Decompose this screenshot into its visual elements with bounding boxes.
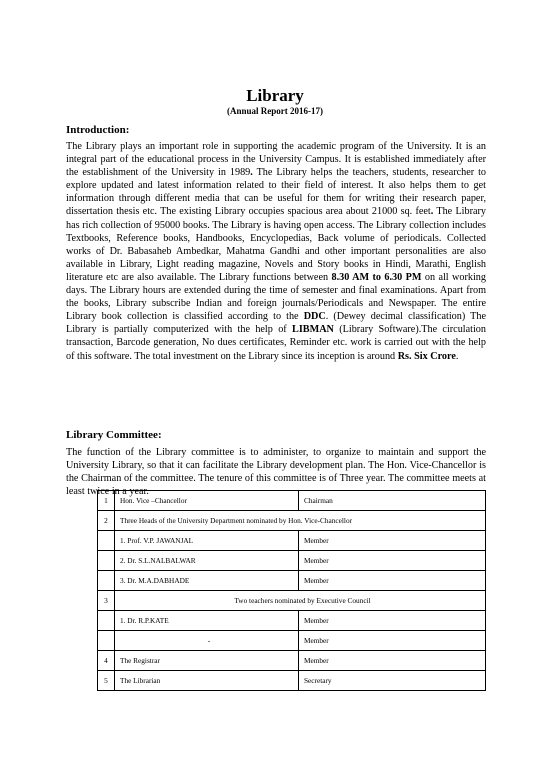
page-subtitle: (Annual Report 2016-17) — [227, 106, 323, 116]
introduction-heading: Introduction: — [66, 124, 130, 136]
row-number — [98, 631, 115, 651]
row-number: 3 — [98, 591, 115, 611]
intro-text-4: on all working days. The Library hours are extended during the time of semester and final examinations. Apart from the books, Library subscribe Indian and foreign journals/Periodicals and Newspaper. The entire Library book collection is classified according to the — [66, 271, 486, 323]
table-row — [98, 631, 486, 651]
table-row — [98, 671, 486, 691]
member-role: Member — [299, 571, 486, 591]
library-hours: 8.30 AM to 6.30 PM — [331, 271, 422, 283]
row-number — [98, 551, 115, 571]
member-name: 1. Dr. R.P.KATE — [115, 611, 299, 631]
section-label: Two teachers nominated by Executive Council — [115, 591, 486, 611]
member-name: 1. Prof. V.P. JAWANJAL — [115, 531, 299, 551]
row-number: 1 — [98, 491, 115, 511]
row-number — [98, 611, 115, 631]
member-name: The Librarian — [115, 671, 299, 691]
intro-text-1: The Library plays an important role in supporting the academic program of the University. It is an integral part of the educational process in the University Campus. It is established immediately after the establishment of the University in 1989 — [66, 141, 486, 179]
row-number — [98, 531, 115, 551]
table-row — [98, 611, 486, 631]
row-number: 4 — [98, 651, 115, 671]
member-role: Member — [299, 551, 486, 571]
table-row — [98, 651, 486, 671]
member-role: Secretary — [299, 671, 486, 691]
row-number — [98, 571, 115, 591]
table-row — [98, 531, 486, 551]
member-name: 2. Dr. S.L.NALBALWAR — [115, 551, 299, 571]
table-row — [98, 511, 486, 531]
committee-heading: Library Committee: — [66, 429, 162, 441]
member-role: Member — [299, 651, 486, 671]
table-row — [98, 571, 486, 591]
intro-text-5: . (Dewey decimal classification) The Library is partially computerized with the help of — [66, 311, 486, 336]
member-role: Member — [299, 631, 486, 651]
member-role: Member — [299, 531, 486, 551]
investment-amount: Rs. Six Crore — [397, 350, 456, 362]
table-row — [98, 551, 486, 571]
row-number: 5 — [98, 671, 115, 691]
member-name: 3. Dr. M.A.DABHADE — [115, 571, 299, 591]
intro-text-7: . — [455, 350, 459, 362]
ddc-term: DDC — [303, 311, 326, 323]
committee-paragraph: The function of the Library committee is to administer, to organize to maintain and support the University Library, so that it can facilitate the Library development plan. The Hon. Vice-Chancellor is the Chairman of the committee. The tenure of this committee is of Three year. The committee meets at least twice in a year. — [66, 447, 486, 498]
intro-text-6: (Library Software).The circulation transaction, Barcode generation, No dues certificates, Reminder etc. work is carried out with the help of this software. The total investment on the Library since its inception is around — [66, 324, 486, 362]
section-label: Three Heads of the University Department nominated by Hon. Vice-Chancellor — [115, 511, 486, 531]
committee-table — [97, 490, 486, 691]
page-title: Library — [246, 86, 304, 105]
table-row — [98, 491, 486, 511]
member-name: - — [115, 631, 299, 651]
member-name: The Registrar — [115, 651, 299, 671]
libman-term: LIBMAN — [292, 324, 334, 336]
intro-text-2: The Library helps the teachers, students, researcher to explore updated and latest information related to their field of interest. It also helps them to get information through different media that can be useful for them for writing their research paper, dissertation thesis etc. The existing Library occupies spacious area about 21000 sq. feet — [66, 167, 486, 218]
member-role: Member — [299, 611, 486, 631]
member-name: Hon. Vice –Chancellor — [115, 491, 299, 511]
row-number: 2 — [98, 511, 115, 531]
member-role: Chairman — [299, 491, 486, 511]
intro-text-3: The Library has rich collection of 95000 books. The Library is having open access. The Library collection includes Textbooks, Reference books, Handbooks, Encyclopedias, Back volume of periodicals. Collected works of Dr. Babasaheb Ambedkar, Mahatma Gandhi and other important personalities are also available in Library, Light reading magazine, Novels and Story books in Hindi, Marathi, English literature etc are also available. The Library functions between — [66, 206, 487, 283]
introduction-paragraph: The Library plays an important role in supporting the academic program of the University. It is an integral part of the educational process in the University Campus. It is established immediately after the establishment of the University in 1989. The Library helps the teachers, students, researcher to explore updated and latest information related to their field of interest. It also helps them to get information through different media that can be useful for them for writing their research paper, dissertation thesis etc. The existing Library occupies spacious area about 21000 sq. feet. The Library has rich collection of 95000 books. The Library is having open access. The Library collection includes Textbooks, Reference books, Handbooks, Encyclopedias, Back volume of periodicals. Collected works of Dr. Babasaheb Ambedkar, Mahatma Gandhi and other important personalities are also available in Library, Light reading magazine, Novels and Story books in Hindi, Marathi, English literature etc are also available. The Library functions between 8.30 AM to 6.30 PM on all working days. The Library hours are extended during the time of semester and final examinations. Apart from the books, Library subscribe Indian and foreign journals/Periodicals and Newspaper. The entire Library book collection is classified according to the DDC. (Dewey decimal classification) The Library is partially computerized with the help of LIBMAN (Library Software).The circulation transaction, Barcode generation, No dues certificates, Reminder etc. work is carried out with the help of this software. The total investment on the Library since its inception is around Rs. Six Crore. — [66, 141, 487, 362]
table-row — [98, 591, 486, 611]
